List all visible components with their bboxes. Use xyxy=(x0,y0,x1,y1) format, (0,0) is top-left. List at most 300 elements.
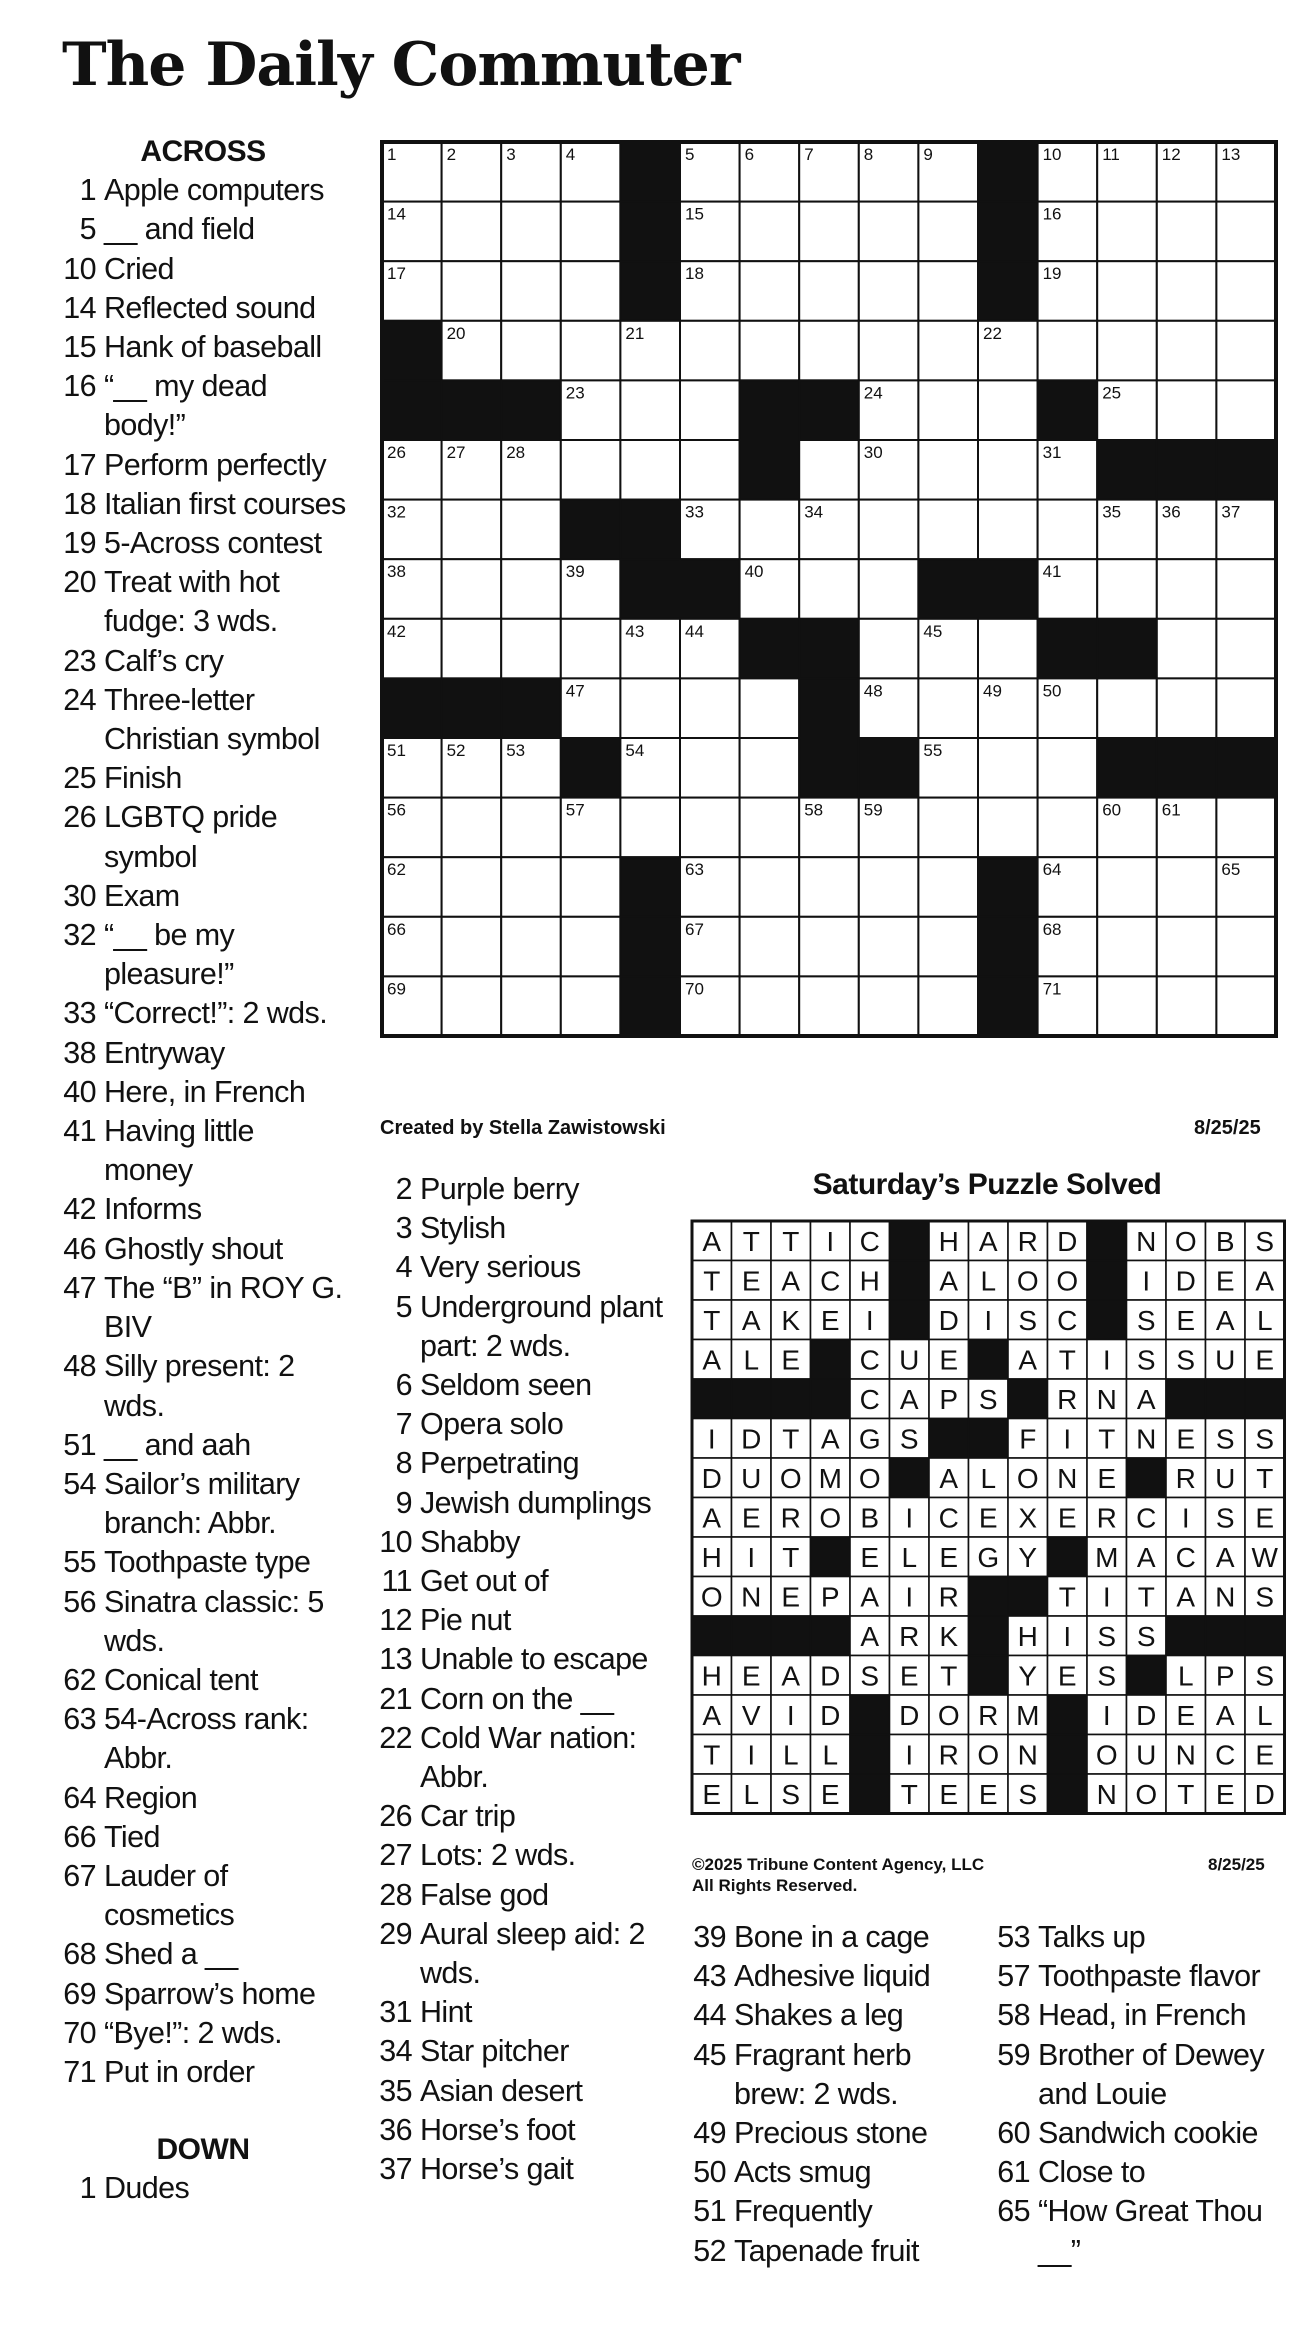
solved-black-square xyxy=(1166,1379,1206,1419)
solved-letter: I xyxy=(826,1225,835,1257)
clue-number: 61 xyxy=(997,2155,1030,2190)
clue-number: 26 xyxy=(379,1799,412,1834)
solved-letter: S xyxy=(1255,1225,1275,1257)
grid-cell[interactable] xyxy=(620,798,680,858)
grid-cell[interactable] xyxy=(680,678,740,738)
grid-cell[interactable] xyxy=(799,559,859,619)
grid-cell[interactable] xyxy=(1097,202,1157,262)
solved-letter: T xyxy=(782,1423,800,1455)
black-square xyxy=(799,619,859,679)
solved-letter: A xyxy=(1215,1699,1235,1731)
clue-number: 29 xyxy=(379,1916,412,1951)
clue-number: 33 xyxy=(63,996,96,1031)
solved-letter: L xyxy=(743,1778,760,1810)
solved-letter: O xyxy=(858,1462,881,1494)
grid-cell[interactable] xyxy=(799,261,859,321)
solved-letter: T xyxy=(1137,1581,1155,1613)
solved-letter: B xyxy=(860,1502,880,1534)
grid-cell[interactable] xyxy=(1157,619,1217,679)
black-square xyxy=(978,559,1038,619)
grid-cell[interactable] xyxy=(918,976,978,1036)
clue-text: Having little money xyxy=(104,1114,254,1188)
cell-number: 69 xyxy=(387,979,406,999)
grid-cell[interactable] xyxy=(620,380,680,440)
black-square xyxy=(382,380,442,440)
solved-letter: I xyxy=(1063,1620,1072,1652)
grid-cell[interactable] xyxy=(501,917,561,977)
solved-letter: A xyxy=(781,1265,801,1297)
solved-letter: S xyxy=(1136,1304,1156,1336)
grid-cell[interactable] xyxy=(620,440,680,500)
clue-number: 38 xyxy=(63,1035,96,1070)
solved-letter: S xyxy=(978,1383,998,1415)
cell-number: 34 xyxy=(804,502,824,522)
grid-cell[interactable] xyxy=(978,738,1038,798)
solved-letter: X xyxy=(1018,1502,1038,1534)
clue-text: “Correct!”: 2 wds. xyxy=(104,996,328,1031)
cell-number: 41 xyxy=(1042,562,1062,582)
clue-number: 31 xyxy=(379,1995,412,2030)
solved-letter: E xyxy=(899,1660,919,1692)
grid-cell[interactable] xyxy=(978,619,1038,679)
cell-number: 66 xyxy=(387,919,406,939)
grid-cell[interactable] xyxy=(680,321,740,381)
grid-cell[interactable] xyxy=(561,857,621,917)
grid-cell[interactable] xyxy=(680,798,740,858)
grid-cell[interactable] xyxy=(1157,976,1217,1036)
cell-number: 64 xyxy=(1042,860,1062,880)
solved-letter: A xyxy=(860,1581,880,1613)
grid-cell[interactable] xyxy=(918,500,978,560)
clue-text: Car trip xyxy=(420,1799,516,1834)
grid-cell[interactable] xyxy=(680,738,740,798)
black-square xyxy=(799,678,859,738)
page-title: The Daily Commuter xyxy=(62,30,740,100)
grid-cell[interactable] xyxy=(501,202,561,262)
clue-text: Very serious xyxy=(420,1250,581,1285)
clue-text: __ and field xyxy=(104,212,255,247)
grid-cell[interactable] xyxy=(501,619,561,679)
grid-cell[interactable] xyxy=(740,678,800,738)
clue-text: __ and aah xyxy=(104,1427,251,1462)
black-square xyxy=(978,202,1038,262)
grid-cell[interactable] xyxy=(859,619,919,679)
clue-number: 54 xyxy=(63,1466,96,1501)
cell-number: 3 xyxy=(506,145,516,164)
clue-text: Dudes xyxy=(104,2171,190,2206)
grid-cell[interactable] xyxy=(501,321,561,381)
solved-black-square xyxy=(1048,1537,1088,1577)
black-square xyxy=(1038,619,1098,679)
clue-text: Cold War nation: Abbr. xyxy=(420,1720,637,1795)
solved-letter: E xyxy=(939,1778,959,1810)
grid-cell[interactable] xyxy=(859,321,919,381)
solved-letter: A xyxy=(1136,1383,1156,1415)
solved-letter: D xyxy=(938,1304,959,1336)
black-square xyxy=(1097,619,1157,679)
cell-number: 22 xyxy=(983,323,1002,343)
solved-letter: S xyxy=(899,1423,919,1455)
grid-cell[interactable] xyxy=(1157,678,1217,738)
solved-letter: E xyxy=(781,1344,801,1376)
solved-letter: O xyxy=(937,1699,960,1731)
grid-cell[interactable] xyxy=(740,857,800,917)
grid-cell[interactable] xyxy=(1038,798,1098,858)
solved-letter: E xyxy=(1215,1265,1235,1297)
clue-number: 56 xyxy=(63,1584,96,1619)
cell-number: 52 xyxy=(446,741,466,760)
solved-letter: S xyxy=(1255,1423,1275,1455)
clue-text: Underground plant part: 2 wds. xyxy=(420,1289,663,1363)
clue-text: Horse’s gait xyxy=(420,2152,574,2187)
grid-cell[interactable] xyxy=(978,380,1038,440)
clue-number: 6 xyxy=(395,1368,412,1403)
cell-number: 57 xyxy=(565,800,585,820)
grid-cell[interactable] xyxy=(561,440,621,500)
solved-letter: O xyxy=(700,1581,723,1613)
black-square xyxy=(740,440,800,500)
grid-cell[interactable] xyxy=(1097,678,1157,738)
grid-cell[interactable] xyxy=(740,917,800,977)
crossword-grid[interactable] xyxy=(382,142,1276,1036)
clue-number: 35 xyxy=(379,2073,412,2108)
solved-letter: D xyxy=(741,1423,762,1455)
grid-cell[interactable] xyxy=(442,261,502,321)
black-square xyxy=(799,738,859,798)
black-square xyxy=(620,500,680,560)
clue-number: 64 xyxy=(63,1780,96,1815)
grid-cell[interactable] xyxy=(1097,261,1157,321)
clue-number: 65 xyxy=(997,2194,1030,2229)
clue-text: LGBTQ pride symbol xyxy=(104,800,278,874)
grid-cell[interactable] xyxy=(1216,619,1276,679)
solved-letter: O xyxy=(1016,1462,1039,1494)
cell-number: 2 xyxy=(446,145,457,164)
grid-cell[interactable] xyxy=(799,440,859,500)
grid-cell[interactable] xyxy=(799,976,859,1036)
solved-letter: I xyxy=(747,1739,756,1771)
grid-cell[interactable] xyxy=(501,500,561,560)
grid-cell[interactable] xyxy=(859,500,919,560)
grid-cell[interactable] xyxy=(740,738,800,798)
clue-text: Silly present: 2 wds. xyxy=(104,1349,295,1423)
grid-cell[interactable] xyxy=(1216,380,1276,440)
grid-cell[interactable] xyxy=(1157,559,1217,619)
grid-cell[interactable] xyxy=(978,500,1038,560)
grid-cell[interactable] xyxy=(1157,261,1217,321)
grid-cell[interactable] xyxy=(918,380,978,440)
solved-letter: L xyxy=(1256,1699,1273,1731)
grid-cell[interactable] xyxy=(561,976,621,1036)
clue-number: 46 xyxy=(63,1231,96,1266)
solved-letter: R xyxy=(938,1739,959,1771)
grid-cell[interactable] xyxy=(442,798,502,858)
grid-cell[interactable] xyxy=(978,440,1038,500)
solved-black-square xyxy=(969,1419,1009,1459)
solved-letter: A xyxy=(702,1225,722,1257)
grid-cell[interactable] xyxy=(918,261,978,321)
solved-letter: S xyxy=(1176,1344,1196,1376)
grid-cell[interactable] xyxy=(740,500,800,560)
solved-letter: K xyxy=(939,1620,959,1652)
solved-letter: H xyxy=(938,1225,959,1257)
grid-cell[interactable] xyxy=(859,559,919,619)
clue-text: Star pitcher xyxy=(420,2034,569,2069)
grid-cell[interactable] xyxy=(1216,202,1276,262)
cell-number: 28 xyxy=(506,443,526,462)
black-square xyxy=(442,380,502,440)
solved-black-square xyxy=(890,1458,930,1498)
clue-number: 11 xyxy=(381,1564,412,1599)
solved-letter: L xyxy=(980,1462,997,1494)
grid-cell[interactable] xyxy=(561,619,621,679)
grid-cell[interactable] xyxy=(1038,738,1098,798)
grid-cell[interactable] xyxy=(740,798,800,858)
clue-number: 39 xyxy=(693,1920,726,1954)
solved-letter: I xyxy=(905,1502,914,1534)
clue-text: Shakes a leg xyxy=(734,1998,904,2033)
cell-number: 27 xyxy=(446,443,466,462)
clue-text: Three-letter Christian symbol xyxy=(104,682,320,757)
clue-number: 25 xyxy=(63,761,96,796)
solved-letter: H xyxy=(1017,1620,1038,1652)
grid-cell[interactable] xyxy=(859,261,919,321)
grid-cell[interactable] xyxy=(918,202,978,262)
grid-cell[interactable] xyxy=(501,261,561,321)
solved-letter: A xyxy=(702,1699,722,1731)
grid-cell[interactable] xyxy=(501,857,561,917)
grid-cell[interactable] xyxy=(1157,202,1217,262)
grid-cell[interactable] xyxy=(1097,976,1157,1036)
solved-letter: A xyxy=(978,1225,998,1257)
solved-letter: A xyxy=(741,1304,761,1336)
grid-cell[interactable] xyxy=(740,202,800,262)
grid-cell[interactable] xyxy=(799,917,859,977)
black-square xyxy=(382,678,442,738)
clue-number: 28 xyxy=(379,1877,412,1912)
solved-letter: I xyxy=(1142,1265,1151,1297)
clue-number: 14 xyxy=(63,290,96,325)
cell-number: 71 xyxy=(1042,979,1062,999)
grid-cell[interactable] xyxy=(799,321,859,381)
black-square xyxy=(680,559,740,619)
solved-letter: N xyxy=(1096,1383,1117,1415)
grid-cell[interactable] xyxy=(620,678,680,738)
clue-number: 23 xyxy=(63,643,96,678)
clue-text: Hank of baseball xyxy=(104,330,322,365)
solved-letter: S xyxy=(1097,1620,1117,1652)
cell-number: 38 xyxy=(387,562,406,582)
clue-text: Sparrow’s home xyxy=(104,1976,316,2011)
grid-cell[interactable] xyxy=(561,917,621,977)
solved-letter: A xyxy=(939,1265,959,1297)
grid-cell[interactable] xyxy=(1157,380,1217,440)
clue-text: “Bye!”: 2 wds. xyxy=(104,2015,283,2050)
solved-letter: E xyxy=(741,1265,761,1297)
solved-letter: A xyxy=(1176,1581,1196,1613)
grid-cell[interactable] xyxy=(1216,976,1276,1036)
solved-black-square xyxy=(850,1695,890,1735)
grid-cell[interactable] xyxy=(799,857,859,917)
grid-cell[interactable] xyxy=(1097,857,1157,917)
grid-cell[interactable] xyxy=(1038,321,1098,381)
grid-cell[interactable] xyxy=(1216,261,1276,321)
clue-text: Purple berry xyxy=(420,1172,579,1206)
solved-black-square xyxy=(1048,1735,1088,1775)
solved-letter: S xyxy=(1018,1304,1038,1336)
solved-letter: A xyxy=(702,1502,722,1534)
cell-number: 11 xyxy=(1102,145,1120,164)
black-square xyxy=(1157,440,1217,500)
solved-heading: Saturday’s Puzzle Solved xyxy=(812,1168,1162,1201)
cell-number: 68 xyxy=(1042,919,1062,939)
grid-cell[interactable] xyxy=(918,678,978,738)
clue-text: Seldom seen xyxy=(420,1368,592,1403)
grid-cell[interactable] xyxy=(442,202,502,262)
grid-cell[interactable] xyxy=(1216,559,1276,619)
grid-cell[interactable] xyxy=(978,798,1038,858)
grid-cell[interactable] xyxy=(442,559,502,619)
solved-letter: I xyxy=(1102,1344,1111,1376)
grid-cell[interactable] xyxy=(918,917,978,977)
solved-letter: G xyxy=(858,1423,881,1455)
grid-cell[interactable] xyxy=(1216,798,1276,858)
grid-cell[interactable] xyxy=(501,559,561,619)
solved-letter: A xyxy=(702,1344,722,1376)
solved-letter: T xyxy=(1058,1581,1076,1613)
solved-letter: R xyxy=(780,1502,801,1534)
solved-letter: T xyxy=(703,1739,721,1771)
clue-number: 10 xyxy=(63,251,96,286)
solved-letter: I xyxy=(905,1581,914,1613)
grid-cell[interactable] xyxy=(501,798,561,858)
grid-cell[interactable] xyxy=(1216,917,1276,977)
grid-cell[interactable] xyxy=(859,917,919,977)
grid-cell[interactable] xyxy=(1038,500,1098,560)
grid-cell[interactable] xyxy=(799,202,859,262)
grid-cell[interactable] xyxy=(859,202,919,262)
grid-cell[interactable] xyxy=(1157,917,1217,977)
clue-text: Frequently xyxy=(734,2194,873,2229)
grid-cell[interactable] xyxy=(442,976,502,1036)
cell-number: 33 xyxy=(685,502,704,522)
solved-letter: I xyxy=(1102,1699,1111,1731)
grid-cell[interactable] xyxy=(1097,559,1157,619)
solved-letter: H xyxy=(859,1265,880,1297)
clue-text: Cried xyxy=(104,251,174,286)
cell-number: 40 xyxy=(744,562,764,582)
grid-cell[interactable] xyxy=(740,976,800,1036)
grid-cell[interactable] xyxy=(442,619,502,679)
clue-text: Fragrant herb brew: 2 wds. xyxy=(734,2037,911,2111)
clue-number: 42 xyxy=(63,1192,96,1227)
grid-cell[interactable] xyxy=(1097,917,1157,977)
solved-letter: A xyxy=(1018,1344,1038,1376)
solved-letter: E xyxy=(741,1502,761,1534)
solved-black-square xyxy=(1087,1300,1127,1340)
clue-number: 20 xyxy=(63,565,96,600)
solved-letter: I xyxy=(1181,1502,1190,1534)
solved-black-square xyxy=(692,1616,732,1656)
cell-number: 60 xyxy=(1102,800,1122,820)
cell-number: 23 xyxy=(565,383,585,403)
solved-letter: E xyxy=(741,1660,761,1692)
grid-cell[interactable] xyxy=(442,917,502,977)
solved-black-square xyxy=(1166,1616,1206,1656)
solved-letter: M xyxy=(818,1462,842,1494)
grid-cell[interactable] xyxy=(561,321,621,381)
solved-letter: O xyxy=(1095,1739,1118,1771)
grid-cell[interactable] xyxy=(1216,678,1276,738)
grid-cell[interactable] xyxy=(680,440,740,500)
cell-number: 70 xyxy=(685,979,704,999)
grid-cell[interactable] xyxy=(859,857,919,917)
cell-number: 67 xyxy=(685,919,704,939)
solved-letter: L xyxy=(980,1265,997,1297)
black-square xyxy=(620,559,680,619)
grid-cell[interactable] xyxy=(1157,857,1217,917)
solved-letter: N xyxy=(1136,1423,1157,1455)
cell-number: 55 xyxy=(923,741,943,760)
grid-cell[interactable] xyxy=(1216,321,1276,381)
grid-cell[interactable] xyxy=(442,500,502,560)
cell-number: 61 xyxy=(1161,800,1181,820)
grid-cell[interactable] xyxy=(501,976,561,1036)
grid-cell[interactable] xyxy=(561,202,621,262)
clue-text: 5-Across contest xyxy=(104,526,322,561)
black-square xyxy=(620,142,680,202)
grid-cell[interactable] xyxy=(1097,321,1157,381)
clue-text: Ghostly shout xyxy=(104,1231,283,1266)
clue-text: Pie nut xyxy=(420,1603,511,1638)
clue-text: Adhesive liquid xyxy=(734,1959,931,1994)
solved-letter: M xyxy=(1095,1541,1119,1573)
grid-cell[interactable] xyxy=(561,261,621,321)
cell-number: 13 xyxy=(1221,145,1241,164)
solved-black-square xyxy=(969,1656,1009,1696)
cell-number: 47 xyxy=(565,681,585,701)
grid-cell[interactable] xyxy=(680,380,740,440)
clue-number: 3 xyxy=(395,1211,412,1246)
down-heading: DOWN xyxy=(156,2133,250,2167)
cell-number: 44 xyxy=(685,621,704,641)
solved-letter: E xyxy=(781,1581,801,1613)
black-square xyxy=(978,142,1038,202)
clue-text: Toothpaste flavor xyxy=(1038,1959,1261,1994)
grid-cell[interactable] xyxy=(442,857,502,917)
grid-cell[interactable] xyxy=(1157,321,1217,381)
solved-black-square xyxy=(1127,1656,1167,1696)
grid-cell[interactable] xyxy=(859,976,919,1036)
cell-number: 32 xyxy=(387,502,406,522)
grid-cell[interactable] xyxy=(918,440,978,500)
clue-text: Region xyxy=(104,1780,198,1815)
grid-cell[interactable] xyxy=(918,321,978,381)
grid-cell[interactable] xyxy=(740,321,800,381)
clue-number: 5 xyxy=(395,1289,412,1324)
grid-cell[interactable] xyxy=(918,798,978,858)
grid-cell[interactable] xyxy=(918,857,978,917)
solved-letter: W xyxy=(1251,1541,1278,1573)
cell-number: 16 xyxy=(1042,204,1062,224)
grid-cell[interactable] xyxy=(740,261,800,321)
solved-letter: E xyxy=(1097,1462,1117,1494)
cell-number: 54 xyxy=(625,741,645,760)
cell-number: 62 xyxy=(387,860,406,880)
solved-black-square xyxy=(811,1379,851,1419)
solved-letter: D xyxy=(820,1699,841,1731)
clue-text: Sailor’s military branch: Abbr. xyxy=(104,1466,300,1541)
